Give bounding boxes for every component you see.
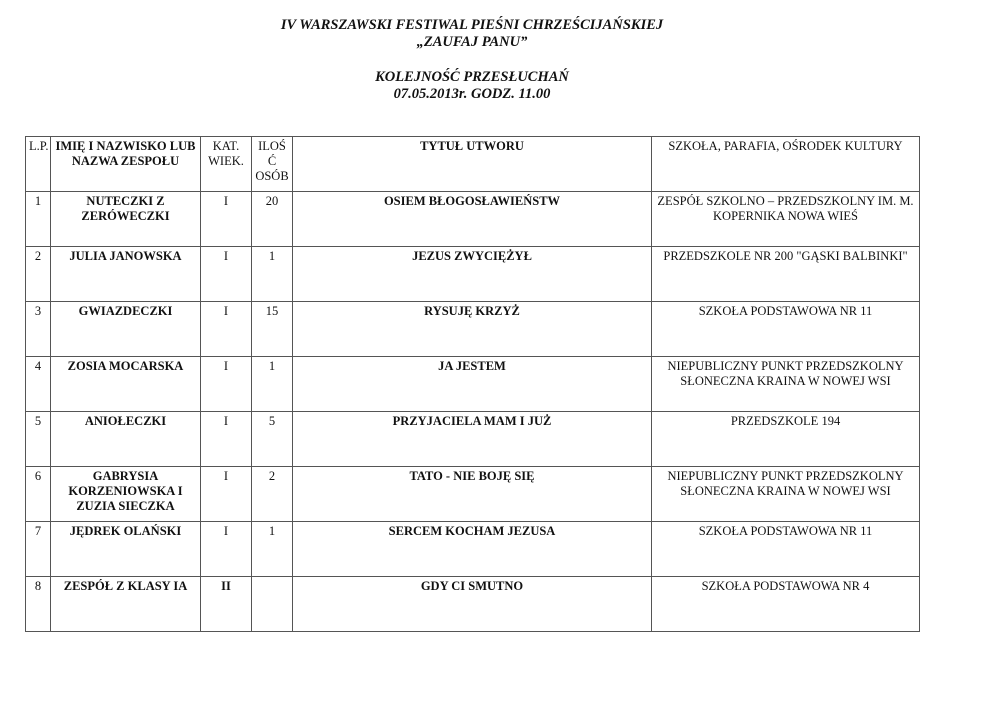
cell-person-count: 5	[252, 412, 293, 467]
cell-person-count	[252, 577, 293, 632]
cell-category: I	[201, 192, 252, 247]
cell-lp: 2	[26, 247, 51, 302]
schedule-title: KOLEJNOŚĆ PRZESŁUCHAŃ	[375, 69, 569, 85]
cell-school: NIEPUBLICZNY PUNKT PRZEDSZKOLNY SŁONECZNA KRAINA W NOWEJ WSI	[652, 467, 920, 522]
column-header-category: KAT. WIEK.	[201, 137, 252, 192]
cell-participant-name: ZESPÓŁ Z KLASY IA	[51, 577, 201, 632]
cell-school: PRZEDSZKOLE NR 200 "GĄSKI BALBINKI"	[652, 247, 920, 302]
cell-lp: 1	[26, 192, 51, 247]
cell-song-title: RYSUJĘ KRZYŻ	[293, 302, 652, 357]
column-header-school: SZKOŁA, PARAFIA, OŚRODEK KULTURY	[652, 137, 920, 192]
cell-school: ZESPÓŁ SZKOLNO – PRZEDSZKOLNY IM. M. KOPERNIKA NOWA WIEŚ	[652, 192, 920, 247]
table-row	[26, 302, 920, 357]
cell-song-title: OSIEM BŁOGOSŁAWIEŃSTW	[293, 192, 652, 247]
schedule-date: 07.05.2013r. GODZ. 11.00	[393, 86, 551, 102]
table-row	[26, 192, 920, 247]
cell-song-title: PRZYJACIELA MAM I JUŻ	[293, 412, 652, 467]
cell-participant-name: JULIA JANOWSKA	[51, 247, 201, 302]
table-row	[26, 412, 920, 467]
cell-category: I	[201, 412, 252, 467]
cell-song-title: SERCEM KOCHAM JEZUSA	[293, 522, 652, 577]
table-header-row	[26, 137, 920, 192]
cell-person-count: 2	[252, 467, 293, 522]
festival-title: IV WARSZAWSKI FESTIWAL PIEŚNI CHRZEŚCIJAŃSKIEJ	[280, 17, 664, 33]
cell-song-title: JEZUS ZWYCIĘŻYŁ	[293, 247, 652, 302]
cell-category: I	[201, 522, 252, 577]
cell-participant-name: ANIOŁECZKI	[51, 412, 201, 467]
cell-person-count: 15	[252, 302, 293, 357]
cell-participant-name: GWIAZDECZKI	[51, 302, 201, 357]
table-row	[26, 522, 920, 577]
cell-participant-name: JĘDREK OLAŃSKI	[51, 522, 201, 577]
table-row	[26, 357, 920, 412]
audition-schedule-table	[25, 136, 920, 632]
festival-motto: „ZAUFAJ PANU”	[416, 34, 528, 50]
cell-school: SZKOŁA PODSTAWOWA NR 11	[652, 302, 920, 357]
cell-lp: 8	[26, 577, 51, 632]
cell-category: I	[201, 302, 252, 357]
cell-participant-name: GABRYSIA KORZENIOWSKA I ZUZIA SIECZKA	[51, 467, 201, 522]
document-header	[0, 17, 944, 103]
cell-song-title: GDY CI SMUTNO	[293, 577, 652, 632]
cell-participant-name: ZOSIA MOCARSKA	[51, 357, 201, 412]
cell-category: I	[201, 467, 252, 522]
cell-person-count: 20	[252, 192, 293, 247]
cell-lp: 6	[26, 467, 51, 522]
cell-school: SZKOŁA PODSTAWOWA NR 4	[652, 577, 920, 632]
cell-lp: 5	[26, 412, 51, 467]
cell-category: I	[201, 357, 252, 412]
column-header-name: IMIĘ I NAZWISKO LUB NAZWA ZESPOŁU	[51, 137, 201, 192]
cell-person-count: 1	[252, 522, 293, 577]
table-row	[26, 247, 920, 302]
cell-person-count: 1	[252, 247, 293, 302]
cell-person-count: 1	[252, 357, 293, 412]
cell-lp: 4	[26, 357, 51, 412]
cell-song-title: TATO - NIE BOJĘ SIĘ	[293, 467, 652, 522]
column-header-song-title: TYTUŁ UTWORU	[293, 137, 652, 192]
cell-school: PRZEDSZKOLE 194	[652, 412, 920, 467]
cell-lp: 7	[26, 522, 51, 577]
cell-lp: 3	[26, 302, 51, 357]
cell-school: SZKOŁA PODSTAWOWA NR 11	[652, 522, 920, 577]
table-row	[26, 467, 920, 522]
cell-category: II	[201, 577, 252, 632]
table-row	[26, 577, 920, 632]
cell-participant-name: NUTECZKI Z ZERÓWECZKI	[51, 192, 201, 247]
cell-category: I	[201, 247, 252, 302]
cell-song-title: JA JESTEM	[293, 357, 652, 412]
column-header-lp: L.P.	[26, 137, 51, 192]
cell-school: NIEPUBLICZNY PUNKT PRZEDSZKOLNY SŁONECZNA KRAINA W NOWEJ WSI	[652, 357, 920, 412]
column-header-count: ILOŚ Ć OSÓB	[252, 137, 293, 192]
